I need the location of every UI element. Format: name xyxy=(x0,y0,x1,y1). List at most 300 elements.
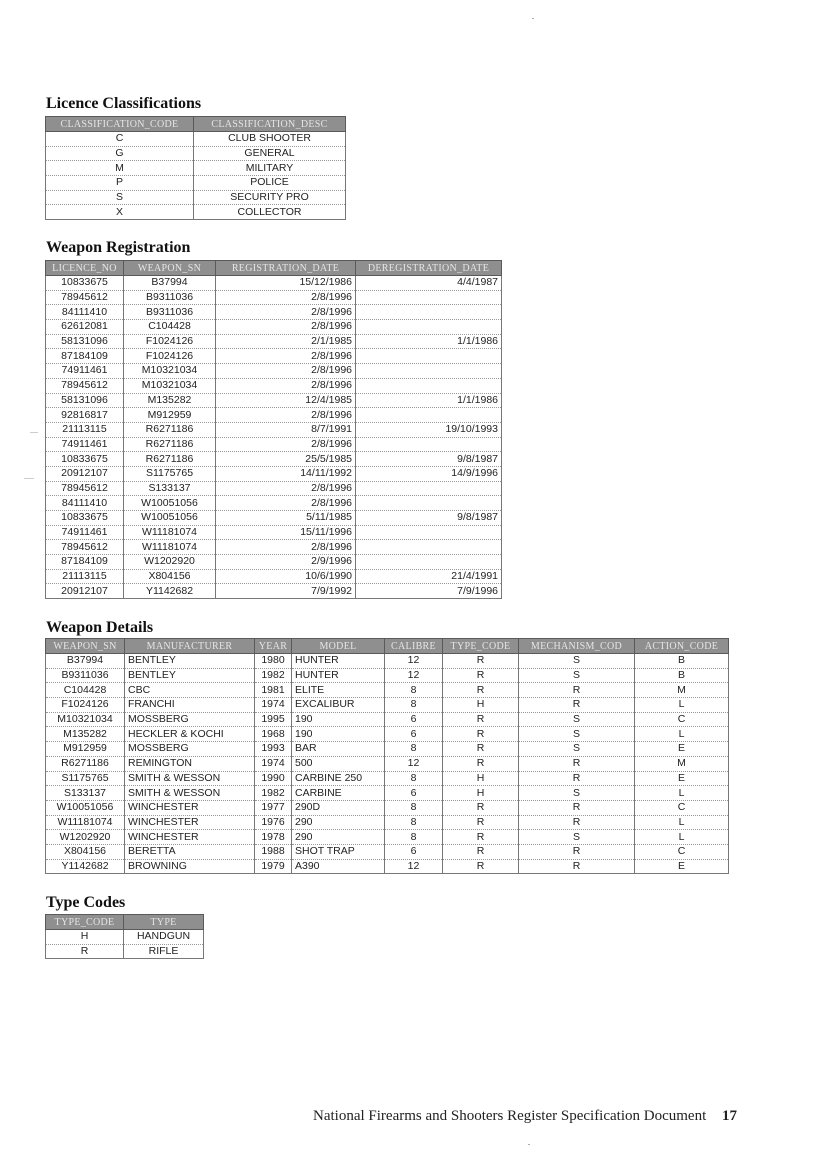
table-cell: B9311036 xyxy=(124,290,216,305)
column-header: YEAR xyxy=(255,639,292,654)
table-cell: W11181074 xyxy=(46,815,125,830)
table-row xyxy=(46,422,502,437)
table-cell: SMITH & WESSON xyxy=(125,771,255,786)
table-cell: 8 xyxy=(385,683,443,698)
table-row xyxy=(46,276,502,291)
registration-table xyxy=(45,260,502,599)
table-cell: R xyxy=(519,844,635,859)
table-cell: 290 xyxy=(292,830,385,845)
table-cell: ELITE xyxy=(292,683,385,698)
column-header: CLASSIFICATION_CODE xyxy=(46,117,194,132)
table-cell: W11181074 xyxy=(124,540,216,555)
table-cell: 2/8/1996 xyxy=(216,378,356,393)
table-cell: M135282 xyxy=(124,393,216,408)
table-cell: WINCHESTER xyxy=(125,800,255,815)
table-cell: 74911461 xyxy=(46,364,124,379)
table-cell: 9/8/1987 xyxy=(356,511,502,526)
column-header: TYPE xyxy=(124,915,204,930)
table-cell: C xyxy=(635,800,729,815)
table-cell: 1982 xyxy=(255,668,292,683)
column-header: WEAPON_SN xyxy=(124,261,216,276)
table-cell xyxy=(356,481,502,496)
table-cell: BENTLEY xyxy=(125,654,255,669)
classifications-table xyxy=(45,116,346,220)
table-row xyxy=(46,654,729,669)
table-cell: X xyxy=(46,205,194,220)
table-cell: 10833675 xyxy=(46,452,124,467)
column-header: MODEL xyxy=(292,639,385,654)
table-cell: H xyxy=(443,786,519,801)
table-row xyxy=(46,393,502,408)
table-cell: 2/1/1985 xyxy=(216,334,356,349)
table-cell: 20912107 xyxy=(46,584,124,599)
table-cell: 12/4/1985 xyxy=(216,393,356,408)
table-cell: 9/8/1987 xyxy=(356,452,502,467)
column-header: TYPE_CODE xyxy=(443,639,519,654)
table-cell: S xyxy=(519,786,635,801)
table-cell: 4/4/1987 xyxy=(356,276,502,291)
table-row xyxy=(46,496,502,511)
table-cell: 190 xyxy=(292,712,385,727)
table-cell: E xyxy=(635,742,729,757)
table-cell: 58131096 xyxy=(46,334,124,349)
table-cell: SHOT TRAP xyxy=(292,844,385,859)
table-cell: R xyxy=(519,756,635,771)
table-cell: 8 xyxy=(385,830,443,845)
table-cell: 6 xyxy=(385,786,443,801)
table-cell: W10051056 xyxy=(124,511,216,526)
table-cell: R6271186 xyxy=(46,756,125,771)
table-cell xyxy=(356,290,502,305)
table-cell: 62612081 xyxy=(46,320,124,335)
table-cell: 21113115 xyxy=(46,569,124,584)
table-row xyxy=(46,320,502,335)
table-cell: Y1142682 xyxy=(46,859,125,874)
table-cell: SECURITY PRO xyxy=(194,190,346,205)
table-cell: S133137 xyxy=(124,481,216,496)
table-cell: R xyxy=(519,683,635,698)
table-cell: 8 xyxy=(385,771,443,786)
table-row xyxy=(46,176,346,191)
table-cell: R xyxy=(443,830,519,845)
table-cell: 8 xyxy=(385,698,443,713)
table-cell: W1202920 xyxy=(46,830,125,845)
table-cell: 2/9/1996 xyxy=(216,555,356,570)
table-cell: 20912107 xyxy=(46,466,124,481)
table-cell xyxy=(356,540,502,555)
table-cell: 290D xyxy=(292,800,385,815)
table-cell: S1175765 xyxy=(46,771,125,786)
table-cell: S xyxy=(46,190,194,205)
table-cell: 2/8/1996 xyxy=(216,290,356,305)
table-cell: S xyxy=(519,742,635,757)
table-cell: E xyxy=(635,859,729,874)
table-cell: 78945612 xyxy=(46,481,124,496)
table-cell: 1/1/1986 xyxy=(356,334,502,349)
table-cell: 2/8/1996 xyxy=(216,540,356,555)
table-cell: R xyxy=(443,654,519,669)
table-row xyxy=(46,800,729,815)
table-cell: S xyxy=(519,830,635,845)
table-cell: L xyxy=(635,786,729,801)
table-cell: R xyxy=(519,698,635,713)
table-cell: SMITH & WESSON xyxy=(125,786,255,801)
table-cell: R xyxy=(443,844,519,859)
table-cell: HECKLER & KOCHI xyxy=(125,727,255,742)
table-cell: S xyxy=(519,654,635,669)
table-cell: BERETTA xyxy=(125,844,255,859)
table-cell: 2/8/1996 xyxy=(216,305,356,320)
table-row xyxy=(46,742,729,757)
table-cell: 74911461 xyxy=(46,525,124,540)
table-cell: 58131096 xyxy=(46,393,124,408)
table-cell: M xyxy=(635,756,729,771)
types-header-row xyxy=(46,915,204,930)
table-cell: 7/9/1996 xyxy=(356,584,502,599)
table-cell xyxy=(356,555,502,570)
table-row xyxy=(46,437,502,452)
table-cell: GENERAL xyxy=(194,146,346,161)
table-cell: E xyxy=(635,771,729,786)
table-cell: C104428 xyxy=(46,683,125,698)
registration-title: Weapon Registration xyxy=(46,239,191,256)
table-cell: 7/9/1992 xyxy=(216,584,356,599)
table-cell: B xyxy=(635,654,729,669)
table-cell: 6 xyxy=(385,727,443,742)
table-cell: R xyxy=(443,800,519,815)
column-header: LICENCE_NO xyxy=(46,261,124,276)
table-cell: FRANCHI xyxy=(125,698,255,713)
table-cell: 10833675 xyxy=(46,511,124,526)
table-cell: G xyxy=(46,146,194,161)
table-cell: R xyxy=(443,727,519,742)
table-cell: 6 xyxy=(385,712,443,727)
table-row xyxy=(46,364,502,379)
table-cell: 8 xyxy=(385,742,443,757)
table-cell: F1024126 xyxy=(124,334,216,349)
table-cell xyxy=(356,305,502,320)
table-cell: 19/10/1993 xyxy=(356,422,502,437)
table-cell: X804156 xyxy=(46,844,125,859)
table-cell: 78945612 xyxy=(46,290,124,305)
table-cell: C xyxy=(635,712,729,727)
table-cell: WINCHESTER xyxy=(125,815,255,830)
table-cell: R xyxy=(443,859,519,874)
table-cell: W1202920 xyxy=(124,555,216,570)
table-cell: 1/1/1986 xyxy=(356,393,502,408)
table-cell: 8/7/1991 xyxy=(216,422,356,437)
table-cell xyxy=(356,320,502,335)
table-cell: 1993 xyxy=(255,742,292,757)
table-row xyxy=(46,452,502,467)
table-cell: B9311036 xyxy=(46,668,125,683)
table-cell: P xyxy=(46,176,194,191)
column-header: WEAPON_SN xyxy=(46,639,125,654)
table-cell: R xyxy=(519,800,635,815)
table-row xyxy=(46,786,729,801)
table-cell: M xyxy=(635,683,729,698)
table-cell: 12 xyxy=(385,859,443,874)
table-cell: C xyxy=(46,132,194,147)
table-cell: 1977 xyxy=(255,800,292,815)
table-cell: 78945612 xyxy=(46,378,124,393)
table-cell: L xyxy=(635,727,729,742)
table-cell: X804156 xyxy=(124,569,216,584)
table-cell: M912959 xyxy=(46,742,125,757)
table-row xyxy=(46,683,729,698)
table-cell: 6 xyxy=(385,844,443,859)
table-row xyxy=(46,555,502,570)
column-header: MECHANISM_COD xyxy=(519,639,635,654)
table-cell: W10051056 xyxy=(124,496,216,511)
table-cell: 1968 xyxy=(255,727,292,742)
table-cell: S1175765 xyxy=(124,466,216,481)
table-cell: R xyxy=(519,859,635,874)
table-cell xyxy=(356,349,502,364)
table-row xyxy=(46,569,502,584)
table-cell: MOSSBERG xyxy=(125,712,255,727)
table-row xyxy=(46,378,502,393)
types-table xyxy=(45,914,204,959)
table-cell: A390 xyxy=(292,859,385,874)
table-cell: M912959 xyxy=(124,408,216,423)
table-row xyxy=(46,712,729,727)
table-row xyxy=(46,408,502,423)
table-cell: 87184109 xyxy=(46,349,124,364)
table-cell: R6271186 xyxy=(124,422,216,437)
table-cell: 2/8/1996 xyxy=(216,496,356,511)
table-cell: 10833675 xyxy=(46,276,124,291)
column-header: TYPE_CODE xyxy=(46,915,124,930)
table-cell: 2/8/1996 xyxy=(216,349,356,364)
table-cell: M10321034 xyxy=(46,712,125,727)
table-cell: R xyxy=(443,742,519,757)
table-cell: 87184109 xyxy=(46,555,124,570)
page-footer xyxy=(313,1108,737,1125)
table-row xyxy=(46,756,729,771)
table-cell: 78945612 xyxy=(46,540,124,555)
table-row xyxy=(46,305,502,320)
table-cell: 2/8/1996 xyxy=(216,408,356,423)
table-cell: BAR xyxy=(292,742,385,757)
table-cell: 500 xyxy=(292,756,385,771)
table-cell: RIFLE xyxy=(124,944,204,959)
table-cell: B xyxy=(635,668,729,683)
table-cell: R6271186 xyxy=(124,437,216,452)
table-cell: 10/6/1990 xyxy=(216,569,356,584)
table-cell xyxy=(356,437,502,452)
table-cell: H xyxy=(443,698,519,713)
table-cell: 12 xyxy=(385,654,443,669)
table-row xyxy=(46,584,502,599)
table-cell xyxy=(356,496,502,511)
table-cell: POLICE xyxy=(194,176,346,191)
table-row xyxy=(46,334,502,349)
table-cell: 15/11/1996 xyxy=(216,525,356,540)
table-cell: HUNTER xyxy=(292,668,385,683)
classifications-header-row xyxy=(46,117,346,132)
scan-speck xyxy=(528,1144,530,1145)
table-row xyxy=(46,830,729,845)
table-cell: WINCHESTER xyxy=(125,830,255,845)
table-cell: R6271186 xyxy=(124,452,216,467)
table-cell: 1974 xyxy=(255,756,292,771)
table-cell: R xyxy=(519,815,635,830)
table-cell: BENTLEY xyxy=(125,668,255,683)
table-cell: 1982 xyxy=(255,786,292,801)
types-title: Type Codes xyxy=(46,894,126,911)
table-row xyxy=(46,349,502,364)
table-cell: M135282 xyxy=(46,727,125,742)
table-cell: 12 xyxy=(385,668,443,683)
table-row xyxy=(46,146,346,161)
table-cell: 1995 xyxy=(255,712,292,727)
table-cell: L xyxy=(635,698,729,713)
table-cell: R xyxy=(443,683,519,698)
table-cell: MOSSBERG xyxy=(125,742,255,757)
table-cell: C104428 xyxy=(124,320,216,335)
table-cell: S xyxy=(519,712,635,727)
table-row xyxy=(46,481,502,496)
table-cell: 190 xyxy=(292,727,385,742)
table-cell: 2/8/1996 xyxy=(216,481,356,496)
table-cell: S133137 xyxy=(46,786,125,801)
table-cell xyxy=(356,525,502,540)
table-cell: 74911461 xyxy=(46,437,124,452)
table-cell: 1981 xyxy=(255,683,292,698)
table-cell: MILITARY xyxy=(194,161,346,176)
table-row xyxy=(46,844,729,859)
table-row xyxy=(46,190,346,205)
table-row xyxy=(46,290,502,305)
classifications-title: Licence Classifications xyxy=(46,95,202,112)
table-row xyxy=(46,205,346,220)
table-cell: CARBINE 250 xyxy=(292,771,385,786)
table-cell: 290 xyxy=(292,815,385,830)
table-cell: CBC xyxy=(125,683,255,698)
table-row xyxy=(46,511,502,526)
table-cell: REMINGTON xyxy=(125,756,255,771)
table-row xyxy=(46,668,729,683)
table-cell: 14/11/1992 xyxy=(216,466,356,481)
table-cell: 1974 xyxy=(255,698,292,713)
column-header: ACTION_CODE xyxy=(635,639,729,654)
table-row xyxy=(46,161,346,176)
table-cell: M10321034 xyxy=(124,364,216,379)
table-cell: 21/4/1991 xyxy=(356,569,502,584)
table-cell: 5/11/1985 xyxy=(216,511,356,526)
table-cell: 14/9/1996 xyxy=(356,466,502,481)
table-cell: B9311036 xyxy=(124,305,216,320)
table-cell: Y1142682 xyxy=(124,584,216,599)
column-header: REGISTRATION_DATE xyxy=(216,261,356,276)
scan-speck xyxy=(532,18,534,19)
table-row xyxy=(46,698,729,713)
table-cell: BROWNING xyxy=(125,859,255,874)
table-cell: 1979 xyxy=(255,859,292,874)
table-row xyxy=(46,525,502,540)
registration-header-row xyxy=(46,261,502,276)
table-cell: W11181074 xyxy=(124,525,216,540)
table-cell: F1024126 xyxy=(46,698,125,713)
table-cell: EXCALIBUR xyxy=(292,698,385,713)
column-header: CLASSIFICATION_DESC xyxy=(194,117,346,132)
table-cell: R xyxy=(443,668,519,683)
table-cell: 1978 xyxy=(255,830,292,845)
column-header: DEREGISTRATION_DATE xyxy=(356,261,502,276)
table-cell: R xyxy=(519,771,635,786)
table-cell: 8 xyxy=(385,800,443,815)
table-cell: 8 xyxy=(385,815,443,830)
table-cell: H xyxy=(46,930,124,945)
table-cell: B37994 xyxy=(124,276,216,291)
table-cell: R xyxy=(443,712,519,727)
table-cell xyxy=(356,378,502,393)
column-header: CALIBRE xyxy=(385,639,443,654)
table-cell: 1980 xyxy=(255,654,292,669)
table-cell: 84111410 xyxy=(46,496,124,511)
table-cell: 12 xyxy=(385,756,443,771)
table-row xyxy=(46,944,204,959)
table-cell: B37994 xyxy=(46,654,125,669)
table-cell: HANDGUN xyxy=(124,930,204,945)
scan-speck xyxy=(30,432,38,433)
table-cell: S xyxy=(519,668,635,683)
column-header: MANUFACTURER xyxy=(125,639,255,654)
footer-document-title: National Firearms and Shooters Register Specification Document xyxy=(313,1108,707,1124)
table-cell: HUNTER xyxy=(292,654,385,669)
page-number: 17 xyxy=(722,1108,737,1124)
table-cell: H xyxy=(443,771,519,786)
table-cell: 1990 xyxy=(255,771,292,786)
details-table xyxy=(45,638,729,874)
table-cell: 1976 xyxy=(255,815,292,830)
table-cell: W10051056 xyxy=(46,800,125,815)
table-cell: 92816817 xyxy=(46,408,124,423)
table-cell: F1024126 xyxy=(124,349,216,364)
table-cell: L xyxy=(635,830,729,845)
table-cell xyxy=(356,364,502,379)
table-cell: CLUB SHOOTER xyxy=(194,132,346,147)
table-row xyxy=(46,466,502,481)
table-cell: CARBINE xyxy=(292,786,385,801)
table-cell: C xyxy=(635,844,729,859)
table-cell xyxy=(356,408,502,423)
table-cell: L xyxy=(635,815,729,830)
table-cell: COLLECTOR xyxy=(194,205,346,220)
table-cell: 21113115 xyxy=(46,422,124,437)
scan-speck xyxy=(24,478,34,479)
table-cell: S xyxy=(519,727,635,742)
table-cell: M xyxy=(46,161,194,176)
table-cell: R xyxy=(443,815,519,830)
details-header-row xyxy=(46,639,729,654)
table-cell: 2/8/1996 xyxy=(216,320,356,335)
table-row xyxy=(46,727,729,742)
table-cell: R xyxy=(46,944,124,959)
table-row xyxy=(46,859,729,874)
table-row xyxy=(46,132,346,147)
table-cell: 84111410 xyxy=(46,305,124,320)
table-cell: 2/8/1996 xyxy=(216,437,356,452)
table-cell: 25/5/1985 xyxy=(216,452,356,467)
table-row xyxy=(46,930,204,945)
table-cell: 2/8/1996 xyxy=(216,364,356,379)
table-row xyxy=(46,540,502,555)
table-cell: M10321034 xyxy=(124,378,216,393)
table-cell: 1988 xyxy=(255,844,292,859)
details-title: Weapon Details xyxy=(46,619,154,636)
